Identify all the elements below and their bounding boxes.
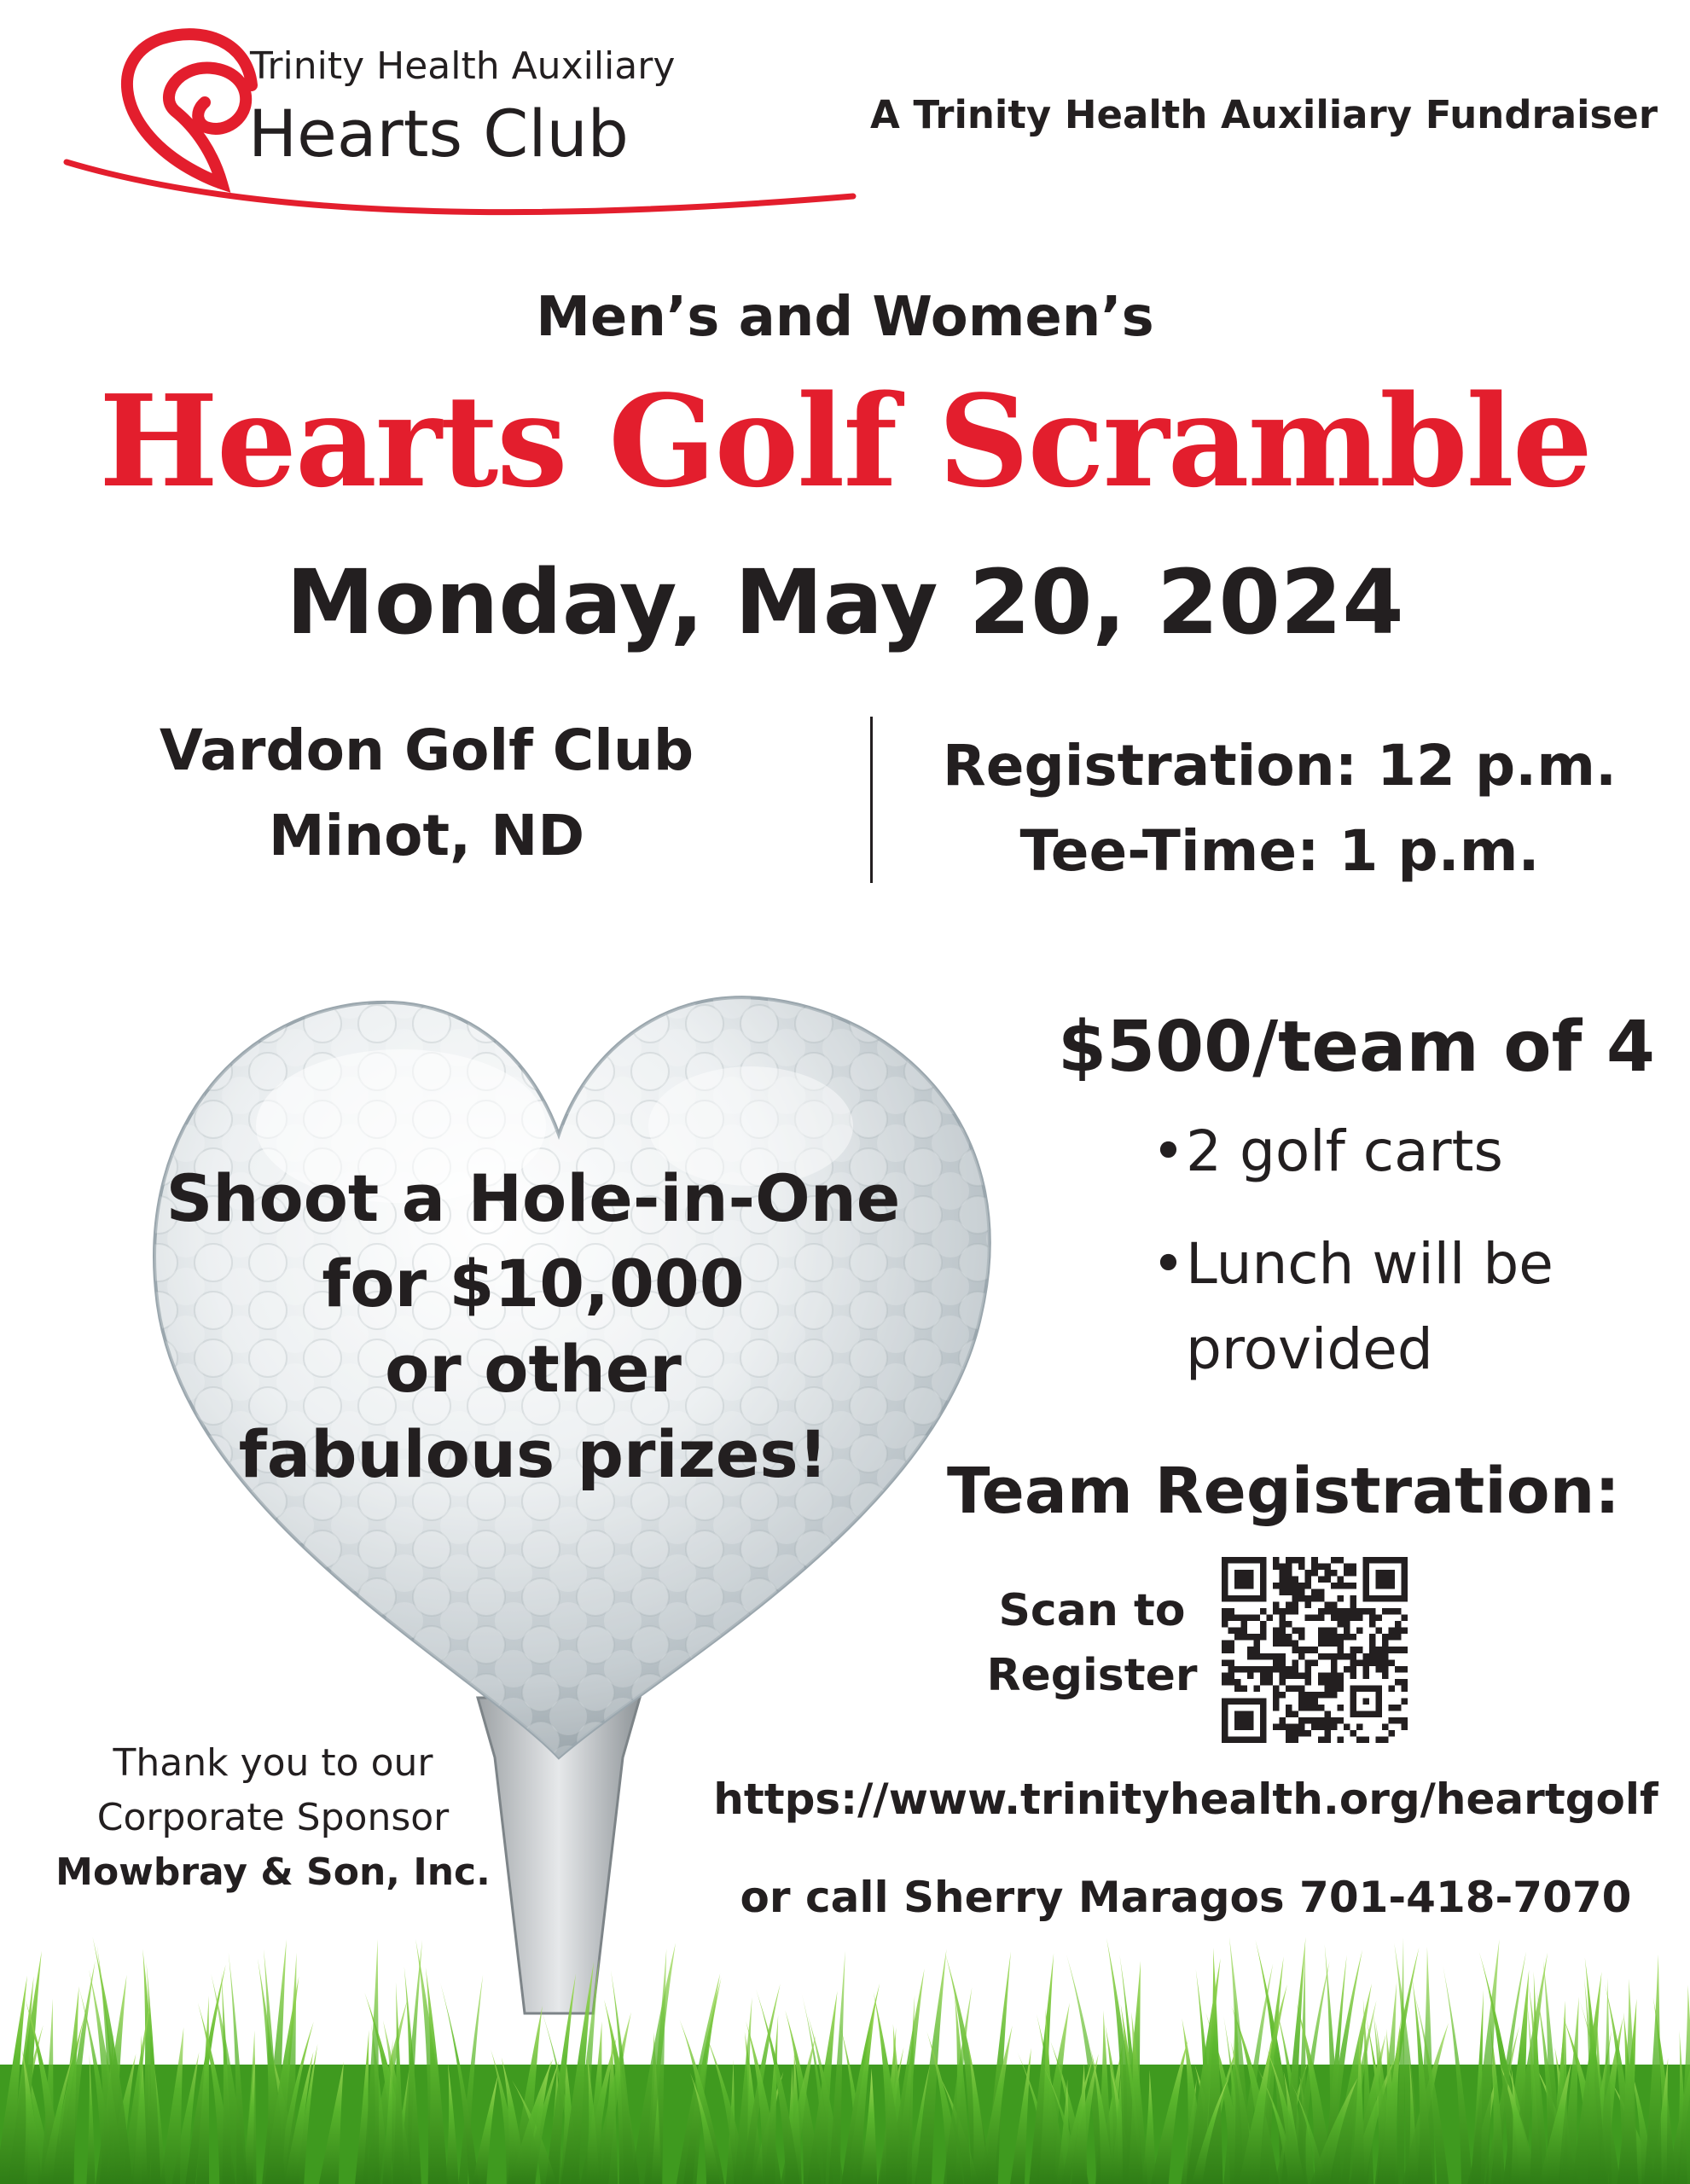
list-item xyxy=(1143,1109,1554,1194)
sponsor-line: Thank you to our xyxy=(113,1741,433,1785)
perks-list xyxy=(1143,1109,1554,1420)
tee-time: Tee-Time: 1 p.m. xyxy=(1019,818,1540,884)
bullet: • xyxy=(1152,1118,1185,1184)
org-name: Trinity Health Auxiliary xyxy=(250,44,676,88)
scan-instructions xyxy=(981,1578,1203,1708)
scan-line: Register xyxy=(986,1650,1198,1701)
perk-text: 2 golf carts xyxy=(1186,1118,1503,1184)
event-date: Monday, May 20, 2024 xyxy=(286,550,1404,654)
venue xyxy=(111,708,742,879)
prize-line: fabulous prizes! xyxy=(238,1416,828,1492)
sponsor-credit xyxy=(51,1736,495,1900)
prize-line: or other xyxy=(385,1331,682,1407)
bullet: • xyxy=(1152,1231,1185,1297)
prize-callout xyxy=(145,1156,921,1497)
fundraiser-tagline: A Trinity Health Auxiliary Fundraiser xyxy=(870,92,1658,137)
registration-heading: Team Registration: xyxy=(947,1455,1620,1528)
grass-icon xyxy=(0,1928,1690,2184)
registration-time: Registration: 12 p.m. xyxy=(942,733,1617,799)
venue-name: Vardon Golf Club xyxy=(159,717,694,783)
event-times xyxy=(930,723,1629,894)
club-name: Hearts Club xyxy=(248,96,629,171)
event-title: Hearts Golf Scramble xyxy=(99,367,1591,515)
event-subtitle: Men’s and Women’s xyxy=(536,286,1154,349)
perk-text: provided xyxy=(1186,1316,1433,1382)
list-item xyxy=(1143,1222,1554,1392)
sponsor-name: Mowbray & Son, Inc. xyxy=(55,1850,491,1894)
prize-line: Shoot a Hole-in-One xyxy=(166,1160,901,1236)
qr-code-icon[interactable] xyxy=(1222,1557,1408,1743)
sponsor-line: Corporate Sponsor xyxy=(96,1796,450,1839)
prize-line: for $10,000 xyxy=(322,1246,745,1321)
contact-phone: or call Sherry Maragos 701-418-7070 xyxy=(740,1873,1632,1922)
perk-text: Lunch will be xyxy=(1186,1231,1554,1297)
venue-city: Minot, ND xyxy=(268,803,585,868)
divider xyxy=(870,717,873,883)
registration-url[interactable]: https://www.trinityhealth.org/heartgolf xyxy=(713,1774,1658,1824)
scan-line: Scan to xyxy=(998,1585,1186,1636)
team-price: $500/team of 4 xyxy=(1058,1007,1655,1088)
